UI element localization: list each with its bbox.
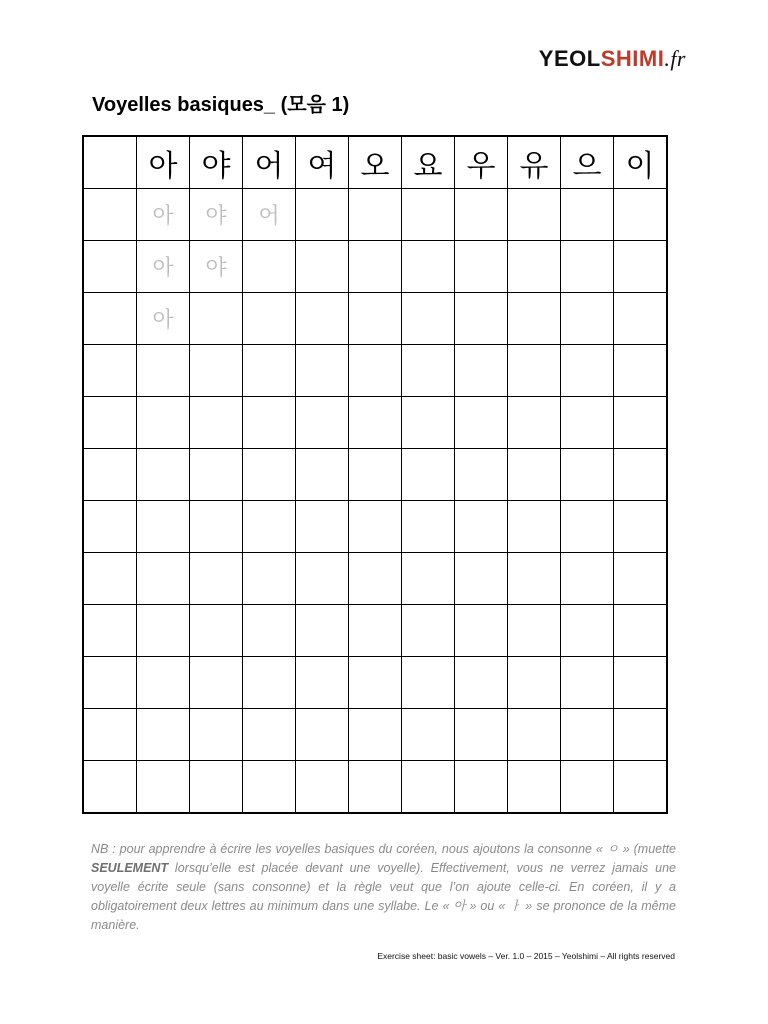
practice-row [83, 397, 667, 449]
writing-cell[interactable] [349, 449, 402, 501]
writing-cell[interactable] [508, 761, 561, 814]
writing-cell[interactable] [402, 449, 455, 501]
writing-cell[interactable] [243, 397, 296, 449]
writing-cell[interactable] [296, 657, 349, 709]
writing-cell[interactable] [349, 293, 402, 345]
row-label-cell [83, 241, 137, 293]
writing-cell[interactable] [349, 241, 402, 293]
writing-cell[interactable] [137, 761, 190, 814]
brand-logo [539, 46, 686, 72]
writing-cell[interactable] [561, 761, 614, 814]
writing-cell[interactable] [455, 501, 508, 553]
writing-cell[interactable] [614, 293, 668, 345]
writing-cell[interactable] [508, 657, 561, 709]
writing-cell[interactable] [508, 501, 561, 553]
writing-cell[interactable] [296, 189, 349, 241]
writing-cell[interactable] [349, 189, 402, 241]
writing-cell[interactable] [402, 605, 455, 657]
writing-cell[interactable] [243, 501, 296, 553]
note-paragraph [91, 840, 676, 935]
page-title: Voyelles basiques_ (모음 1) [92, 94, 350, 116]
writing-cell[interactable] [614, 189, 668, 241]
vowel-header-cell: 아 [137, 136, 190, 189]
practice-row [83, 189, 667, 241]
writing-cell[interactable] [349, 761, 402, 814]
row-label-cell [83, 605, 137, 657]
vowel-header-cell: 어 [243, 136, 296, 189]
writing-cell[interactable] [296, 449, 349, 501]
row-label-cell [83, 136, 137, 189]
trace-syllable-cell[interactable]: 야 [190, 241, 243, 293]
writing-cell[interactable] [455, 761, 508, 814]
row-label-cell [83, 761, 137, 814]
writing-cell[interactable] [243, 241, 296, 293]
writing-cell[interactable] [614, 449, 668, 501]
vowel-header-cell: 이 [614, 136, 668, 189]
writing-cell[interactable] [190, 709, 243, 761]
writing-cell[interactable] [243, 293, 296, 345]
writing-cell[interactable] [402, 761, 455, 814]
practice-row [83, 449, 667, 501]
writing-cell[interactable] [349, 345, 402, 397]
writing-cell[interactable] [561, 397, 614, 449]
row-label-cell [83, 657, 137, 709]
writing-cell[interactable] [561, 709, 614, 761]
writing-cell[interactable] [137, 345, 190, 397]
writing-cell[interactable] [402, 293, 455, 345]
row-label-cell [83, 449, 137, 501]
row-label-cell [83, 553, 137, 605]
writing-cell[interactable] [349, 397, 402, 449]
writing-cell[interactable] [561, 553, 614, 605]
writing-cell[interactable] [349, 605, 402, 657]
practice-row [83, 553, 667, 605]
vowel-header-cell: 야 [190, 136, 243, 189]
writing-cell[interactable] [614, 709, 668, 761]
writing-cell[interactable] [508, 397, 561, 449]
writing-cell[interactable] [296, 345, 349, 397]
vowel-header-cell: 유 [508, 136, 561, 189]
footer-credit: Exercise sheet: basic vowels – Ver. 1.0 – 2015 – Yeolshimi – All rights reserved [377, 951, 675, 961]
writing-cell[interactable] [614, 657, 668, 709]
practice-row [83, 709, 667, 761]
brand-part-3: .fr [664, 46, 686, 71]
writing-cell[interactable] [190, 449, 243, 501]
note-text-1: NB : pour apprendre à écrire les voyelles basiques du coréen, nous ajoutons la consonne « ㅇ » (muette [91, 842, 676, 856]
writing-cell[interactable] [508, 553, 561, 605]
writing-cell[interactable] [190, 761, 243, 814]
writing-cell[interactable] [614, 345, 668, 397]
writing-cell[interactable] [296, 241, 349, 293]
writing-cell[interactable] [561, 657, 614, 709]
writing-cell[interactable] [561, 605, 614, 657]
practice-grid [82, 135, 668, 814]
writing-cell[interactable] [137, 709, 190, 761]
writing-cell[interactable] [243, 553, 296, 605]
writing-cell[interactable] [349, 553, 402, 605]
practice-row [83, 241, 667, 293]
writing-cell[interactable] [190, 345, 243, 397]
writing-cell[interactable] [402, 501, 455, 553]
writing-cell[interactable] [402, 657, 455, 709]
writing-cell[interactable] [455, 189, 508, 241]
writing-cell[interactable] [561, 189, 614, 241]
writing-cell[interactable] [296, 761, 349, 814]
writing-cell[interactable] [508, 189, 561, 241]
trace-syllable-cell[interactable]: 아 [137, 241, 190, 293]
writing-cell[interactable] [402, 397, 455, 449]
writing-cell[interactable] [137, 605, 190, 657]
writing-cell[interactable] [243, 657, 296, 709]
row-label-cell [83, 345, 137, 397]
writing-cell[interactable] [561, 241, 614, 293]
writing-cell[interactable] [190, 553, 243, 605]
brand-part-1: YEOL [538, 46, 601, 71]
writing-cell[interactable] [508, 293, 561, 345]
practice-row [83, 501, 667, 553]
vowel-header-cell: 으 [561, 136, 614, 189]
writing-cell[interactable] [190, 605, 243, 657]
writing-cell[interactable] [614, 397, 668, 449]
writing-cell[interactable] [614, 241, 668, 293]
writing-cell[interactable] [190, 397, 243, 449]
practice-row [83, 293, 667, 345]
writing-cell[interactable] [402, 241, 455, 293]
writing-cell[interactable] [402, 553, 455, 605]
writing-cell[interactable] [402, 709, 455, 761]
writing-cell[interactable] [614, 761, 668, 814]
writing-cell[interactable] [296, 501, 349, 553]
writing-cell[interactable] [455, 553, 508, 605]
writing-cell[interactable] [349, 657, 402, 709]
writing-cell[interactable] [190, 657, 243, 709]
writing-cell[interactable] [296, 397, 349, 449]
writing-cell[interactable] [243, 449, 296, 501]
writing-cell[interactable] [243, 761, 296, 814]
writing-cell[interactable] [137, 397, 190, 449]
vowel-header-cell: 요 [402, 136, 455, 189]
writing-cell[interactable] [190, 293, 243, 345]
practice-row [83, 761, 667, 814]
note-emphasis: SEULEMENT [91, 861, 169, 875]
note-text-2: lorsqu’elle est placée devant une voyelle). Effectivement, vous ne verrez jamais une voyelle écrite seule (sans consonne) et la règle veut que l’on ajoute celle-ci. En coréen, il y a obligatoirement deux lettres au minimum dans une syllabe. Le « 아 » ou « ㅏ » se prononce de la même manière. [91, 861, 676, 932]
vowel-header-row [83, 136, 667, 189]
writing-cell[interactable] [455, 241, 508, 293]
vowel-header-cell: 우 [455, 136, 508, 189]
practice-row [83, 657, 667, 709]
vowel-header-cell: 여 [296, 136, 349, 189]
writing-cell[interactable] [455, 345, 508, 397]
writing-cell[interactable] [455, 709, 508, 761]
row-label-cell [83, 293, 137, 345]
writing-cell[interactable] [455, 605, 508, 657]
writing-cell[interactable] [455, 657, 508, 709]
practice-row [83, 605, 667, 657]
row-label-cell [83, 709, 137, 761]
writing-cell[interactable] [508, 449, 561, 501]
writing-cell[interactable] [137, 553, 190, 605]
trace-syllable-cell[interactable]: 아 [137, 189, 190, 241]
writing-cell[interactable] [561, 293, 614, 345]
trace-syllable-cell[interactable]: 아 [137, 293, 190, 345]
practice-row [83, 345, 667, 397]
writing-cell[interactable] [296, 709, 349, 761]
writing-cell[interactable] [296, 293, 349, 345]
writing-cell[interactable] [190, 501, 243, 553]
writing-cell[interactable] [349, 709, 402, 761]
writing-cell[interactable] [243, 345, 296, 397]
row-label-cell [83, 397, 137, 449]
writing-cell[interactable] [508, 709, 561, 761]
brand-part-2: SHIMI [600, 46, 665, 71]
writing-cell[interactable] [137, 449, 190, 501]
writing-cell[interactable] [296, 605, 349, 657]
writing-cell[interactable] [614, 501, 668, 553]
writing-cell[interactable] [455, 397, 508, 449]
writing-cell[interactable] [455, 449, 508, 501]
row-label-cell [83, 189, 137, 241]
trace-syllable-cell[interactable]: 어 [243, 189, 296, 241]
writing-cell[interactable] [349, 501, 402, 553]
vowel-header-cell: 오 [349, 136, 402, 189]
writing-cell[interactable] [561, 449, 614, 501]
writing-cell[interactable] [614, 553, 668, 605]
writing-cell[interactable] [137, 501, 190, 553]
writing-cell[interactable] [561, 501, 614, 553]
writing-cell[interactable] [508, 345, 561, 397]
writing-cell[interactable] [455, 293, 508, 345]
writing-cell[interactable] [402, 189, 455, 241]
writing-cell[interactable] [402, 345, 455, 397]
writing-cell[interactable] [561, 345, 614, 397]
trace-syllable-cell[interactable]: 야 [190, 189, 243, 241]
writing-cell[interactable] [508, 605, 561, 657]
row-label-cell [83, 501, 137, 553]
writing-cell[interactable] [614, 605, 668, 657]
writing-cell[interactable] [243, 605, 296, 657]
writing-cell[interactable] [508, 241, 561, 293]
writing-cell[interactable] [296, 553, 349, 605]
writing-cell[interactable] [137, 657, 190, 709]
writing-cell[interactable] [243, 709, 296, 761]
